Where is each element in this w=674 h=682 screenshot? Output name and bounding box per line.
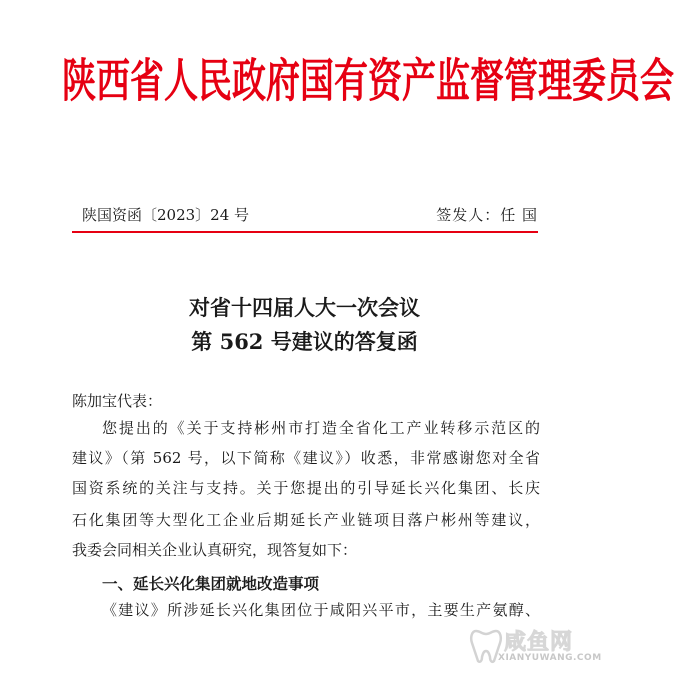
salutation: 陈加宝代表： bbox=[72, 392, 163, 410]
document-title-line-1: 对省十四届人大一次会议 bbox=[189, 295, 420, 320]
signer: 签发人：任 国 bbox=[436, 206, 538, 224]
red-divider-rule bbox=[72, 231, 538, 233]
paragraph-2-line-1: 《建议》所涉延长兴化集团位于咸阳兴平市，主要生产氨醇、 bbox=[102, 601, 540, 619]
paragraph-1-line-4: 石化集团等大型化工企业后期延长产业链项目落户彬州等建议， bbox=[72, 511, 540, 529]
paragraph-1-line-5: 我委会同相关企业认真研究，现答复如下： bbox=[72, 541, 358, 559]
watermark-text: 咸鱼网 bbox=[504, 630, 574, 655]
paragraph-1-line-1: 您提出的《关于支持彬州市打造全省化工产业转移示范区的 bbox=[102, 419, 540, 437]
document-meta-row bbox=[82, 200, 538, 226]
watermark bbox=[468, 625, 602, 669]
paragraph-1-line-2: 建议》（第 562 号，以下简称《建议》）收悉，非常感谢您对全省 bbox=[72, 449, 540, 467]
document-number: 陕国资函〔2023〕24 号 bbox=[82, 206, 250, 224]
section-1-heading: 一、延长兴化集团就地改造事项 bbox=[102, 575, 320, 593]
paragraph-1-line-3: 国资系统的关注与支持。关于您提出的引导延长兴化集团、长庆 bbox=[72, 479, 540, 497]
watermark-subtext: XIANYUWANG.COM bbox=[498, 653, 602, 663]
issuer-title: 陕西省人民政府国有资产监督管理委员会 bbox=[62, 54, 674, 109]
document-title-line-2: 第 562 号建议的答复函 bbox=[191, 329, 418, 354]
